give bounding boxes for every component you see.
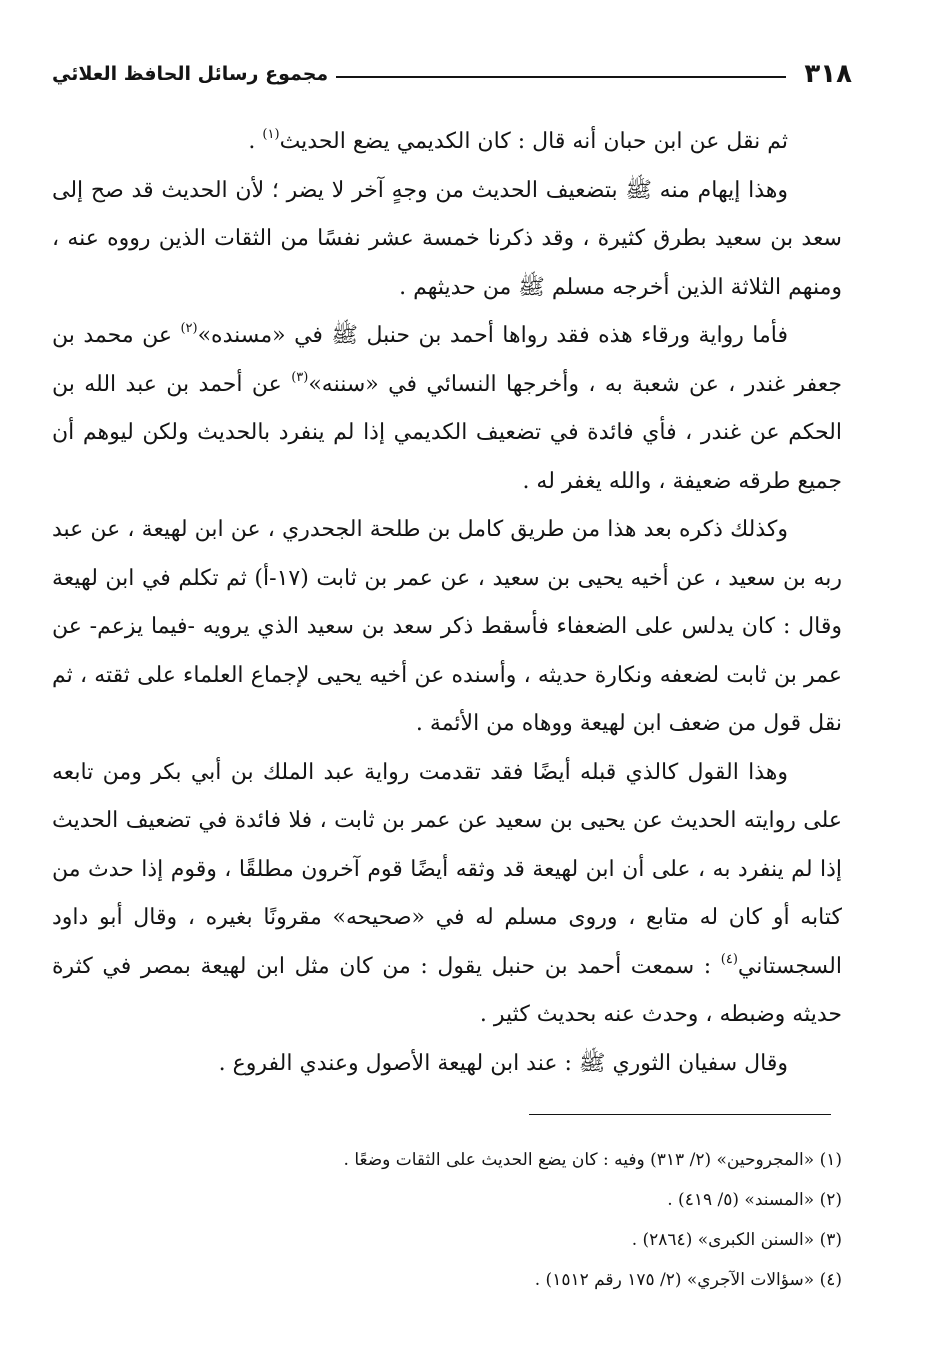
footnote-item: (٣) «السنن الكبرى» (٢٨٦٤) . [631, 1230, 842, 1250]
footnote-marker: (١) [262, 127, 280, 142]
paragraph: ثم نقل عن ابن حبان أنه قال : كان الكديمي يضع الحديث$^{(١)}$ . [248, 127, 788, 154]
footnote-item: (٤) «سؤالات الآجري» (٢/ ١٧٥ رقم ١٥١٢) . [534, 1270, 842, 1290]
footnote-marker: (٢) [180, 321, 198, 336]
paragraph: وقال سفيان الثوري ﷺ : عند ابن لهيعة الأصول وعندي الفروع . [218, 1050, 788, 1076]
footnote-separator [529, 1114, 831, 1115]
header-rule [336, 76, 786, 78]
footnote-item: (٢) «المسند» (٥/ ٤١٩) . [667, 1190, 842, 1210]
paragraph: فأما رواية ورقاء هذه فقد رواها أحمد بن حنبل ﷺ في «مسنده»$^{(٢)}$ عن محمد بن جعفر غندر ، عن شعبة به ، وأخرجها النسائي في «سننه»$^{(٣)}$ عن أحمد بن عبد الله بن الحكم عن غندر ، فأي فائدة في تضعيف الكديمي إذا لم ينفرد بالحديث ولكن ليوهم أن جميع طرقه ضعيفة ، والله يغفر له . [52, 321, 842, 494]
footnotes [52, 1140, 842, 1300]
running-header [52, 52, 852, 96]
paragraph: وهذا إيهام منه ﷺ بتضعيف الحديث من وجهٍ آخر لا يضر ؛ لأن الحديث قد صح إلى سعد بن سعيد بطرق كثيرة ، وقد ذكرنا خمسة عشر نفسًا من الثقات الذين رووه عنه ، ومنهم الثلاثة الذين أخرجه مسلم ﷺ من حديثهم . [52, 177, 842, 300]
body-text [52, 118, 842, 1088]
footnote-item: (١) «المجروحين» (٢/ ٣١٣) وفيه : كان يضع الحديث على الثقات وضعًا . [343, 1150, 842, 1170]
footnote-marker: (٤) [720, 951, 738, 967]
footnote-marker: (٣) [291, 369, 309, 385]
page-number: ٣١٨ [804, 59, 852, 89]
paragraph: وكذلك ذكره بعد هذا من طريق كامل بن طلحة الجحدري ، عن ابن لهيعة ، عن عبد ربه بن سعيد ، عن أخيه يحيى بن سعيد ، عن عمر بن ثابت (١٧-أ) ثم تكلم في ابن لهيعة وقال : كان يدلس على الضعفاء فأسقط ذكر سعد بن سعيد الذي يرويه -فيما يزعم- عن عمر بن ثابت لضعفه ونكارة حديثه ، وأسنده عن أخيه يحيى لإجماع العلماء على ثقته ، ثم نقل قول من ضعف ابن لهيعة ووهاه من الأئمة . [52, 517, 842, 736]
book-title: مجموع رسائل الحافظ العلائي [52, 63, 329, 85]
paragraph: وهذا القول كالذي قبله أيضًا فقد تقدمت رواية عبد الملك بن أبي بكر ومن تابعه على روايته الحديث عن يحيى بن سعيد عن عمر بن ثابت ، فلا فائدة في تضعيف الحديث إذا لم ينفرد به ، على أن ابن لهيعة قد وثقه أيضًا قوم آخرون مطلقًا ، وقوم إذا حدث من كتابه أو كان له متابع ، وروى مسلم له في «صحيحه» مقرونًا بغيره ، وقال أبو داود السجستاني$^{(٤)}$ : سمعت أحمد بن حنبل يقول : من كان مثل ابن لهيعة بمصر في كثرة حديثه وضبطه ، وحدث عنه بحديث كثير . [52, 759, 842, 1027]
